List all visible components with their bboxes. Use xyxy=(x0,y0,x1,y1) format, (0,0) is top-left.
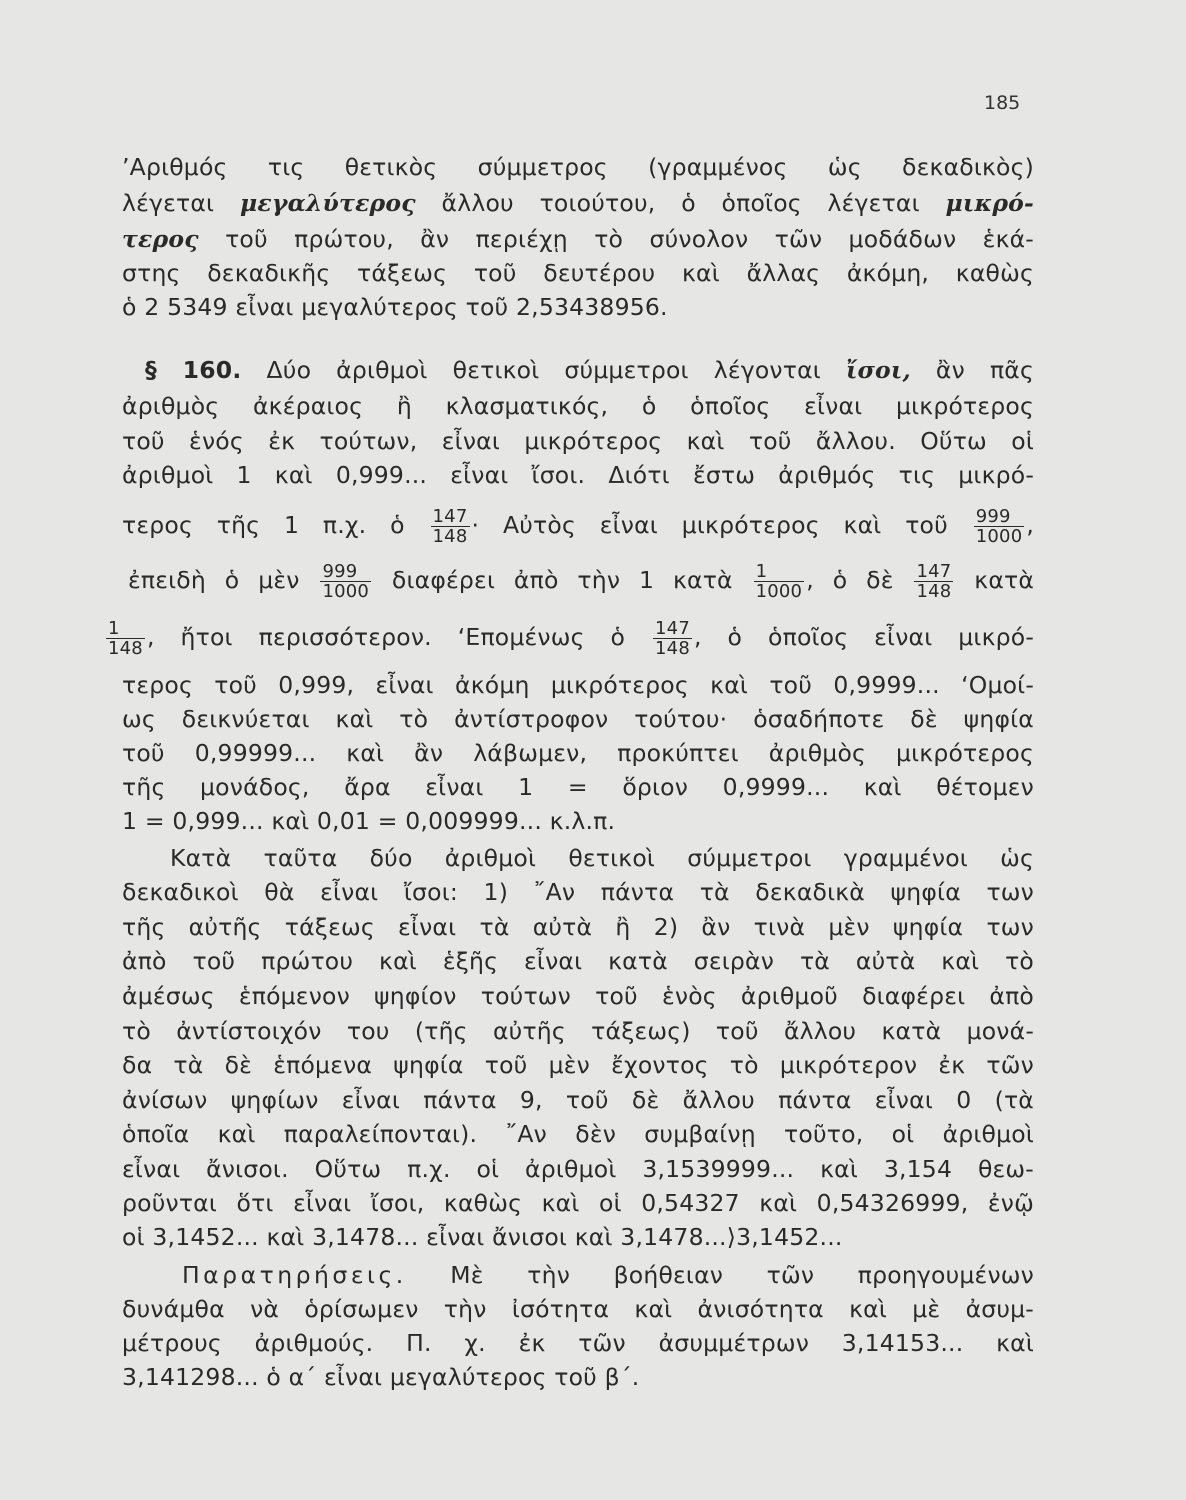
fraction: $\frac{999}{1000}$ xyxy=(322,561,370,602)
text-line: εἶναι ἄνισοι. Οὕτω π.χ. οἱ ἀριθμοὶ 3,1539999... καὶ 3,154 θεω- xyxy=(122,1155,1034,1183)
text-line: τοῦ 0,99999... καὶ ἂν λάβωμεν, προκύπτει ἀριθμὸς μικρότερος xyxy=(122,739,1034,767)
text-line: ως δεικνύεται καὶ τὸ ἀντίστροφον τούτου· ὁσαδήποτε δὲ ψηφία xyxy=(122,705,1034,733)
text-line: ἀνίσων ψηφίων εἶναι πάντα 9, τοῦ δὲ ἄλλου πάντα εἶναι 0 (τὰ xyxy=(122,1086,1034,1114)
fraction: $\frac{999}{1000}$ xyxy=(975,506,1023,547)
emphasis-term: μικρό- xyxy=(945,189,1034,217)
emphasis-term: μεγαλύτερος xyxy=(239,189,416,217)
emphasis-term: ἴσοι, xyxy=(845,356,911,384)
text-line: ἀπὸ τοῦ πρώτου καὶ ἑξῆς εἶναι κατὰ σειρὰν τὰ αὐτὰ καὶ τὸ xyxy=(122,947,1034,975)
page-number: 185 xyxy=(984,92,1021,114)
fraction: $\frac{147}{148}$ xyxy=(916,561,952,602)
fraction-line: ἐπειδὴ ὁ μὲν $\frac{999}{1000}$ διαφέρει ἀπὸ τὴν 1 κατὰ $\frac{1}{1000}$ , ὁ δὲ $\frac{147}{148}$ κατὰ xyxy=(128,561,1035,602)
text-line: ἀριθμοὶ 1 καὶ 0,999... εἶναι ἴσοι. Διότι ἔστω ἀριθμός τις μικρό- xyxy=(122,461,1034,489)
text-line: 1 = 0,999... καὶ 0,01 = 0,009999... κ.λ.π. xyxy=(122,807,616,835)
paragraph-first-line: Κατὰ ταῦτα δύο ἀριθμοὶ θετικοὶ σύμμετροι γραμμένοι ὡς xyxy=(170,844,1034,872)
text-line: δεκαδικοὶ θὰ εἶναι ἴσοι: 1) ῎Αν πάντα τὰ δεκαδικὰ ψηφία των xyxy=(122,878,1034,906)
text-line: δυνάμθα νὰ ὁρίσωμεν τὴν ἰσότητα καὶ ἀνισότητα καὶ μὲ ἀσυμ- xyxy=(122,1295,1034,1323)
text-line: ἀμέσως ἑπόμενον ψηφίον τούτων τοῦ ἑνὸς ἀριθμοῦ διαφέρει ἀπὸ xyxy=(122,982,1034,1010)
section-heading-line: § 160. Δύο ἀριθμοὶ θετικοὶ σύμμετροι λέγονται ἴσοι, ἂν πᾶς xyxy=(145,356,1034,384)
emphasis-term: τερος xyxy=(122,225,199,253)
text-line: τερος τοῦ 0,999, εἶναι ἀκόμη μικρότερος καὶ τοῦ 0,9999... ‘Ομοί- xyxy=(122,671,1034,699)
text-line: τερος τοῦ πρώτου, ἂν περιέχῃ τὸ σύνολον τῶν μοδάδων ἑκά- xyxy=(122,225,1034,253)
text-line: ἀριθμὸς ἀκέραιος ἢ κλασματικός, ὁ ὁποῖος εἶναι μικρότερος xyxy=(122,392,1034,420)
fraction: $\frac{147}{148}$ xyxy=(655,618,690,659)
text-line: τὸ ἀντίστοιχόν του (τῆς αὐτῆς τάξεως) τοῦ ἄλλου κατὰ μονά- xyxy=(122,1017,1034,1045)
section-number: § 160. xyxy=(145,356,242,384)
text-line: τῆς αὐτῆς τάξεως εἶναι τὰ αὐτὰ ἢ 2) ἂν τινὰ μὲν ψηφία των xyxy=(122,913,1034,941)
text-line: ὁ 2 5349 εἶναι μεγαλύτερος τοῦ 2,53438956. xyxy=(122,293,668,321)
fraction: $\frac{147}{148}$ xyxy=(432,506,468,547)
paragraph-first-line: Παρατηρήσεις. Μὲ τὴν βοήθειαν τῶν προηγουμένων xyxy=(182,1261,1034,1289)
spaced-heading: Παρατηρήσεις. xyxy=(182,1261,407,1289)
text-line: ὁποῖα καὶ παραλείπονται). ῎Αν δὲν συμβαίνῃ τοῦτο, οἱ ἀριθμοὶ xyxy=(122,1120,1034,1148)
text-line: τῆς μονάδος, ἄρα εἶναι 1 = ὅριον 0,9999... καὶ θέτομεν xyxy=(122,773,1034,801)
text-line: τοῦ ἑνός ἐκ τούτων, εἶναι μικρότερος καὶ τοῦ ἄλλου. Οὕτω οἱ xyxy=(122,427,1034,455)
fraction: $\frac{1}{1000}$ xyxy=(755,561,803,602)
text-line: ροῦνται ὅτι εἶναι ἴσοι, καθὼς καὶ οἱ 0,54327 καὶ 0,54326999, ἐνῷ xyxy=(122,1189,1034,1217)
text-line: στης δεκαδικῆς τάξεως τοῦ δευτέρου καὶ ἄλλας ἀκόμη, καθὼς xyxy=(122,259,1034,287)
text-line: μέτρους ἀριθμούς. Π. χ. ἐκ τῶν ἀσυμμέτρων 3,14153... καὶ xyxy=(122,1329,1034,1357)
text-line: λέγεται μεγαλύτερος ἄλλου τοιούτου, ὁ ὁποῖος λέγεται μικρό- xyxy=(122,189,1034,217)
text-line: οἱ 3,1452... καὶ 3,1478... εἶναι ἄνισοι καὶ 3,1478...⟩3,1452... xyxy=(122,1223,843,1251)
fraction-line: $\frac{1}{148}$ , ἤτοι περισσότερον. ‘Επομένως ὁ $\frac{147}{148}$ , ὁ ὁποῖος εἶναι μικρό- xyxy=(108,618,1034,659)
fraction: $\frac{1}{148}$ xyxy=(108,618,143,659)
text-line: δα τὰ δὲ ἑπόμενα ψηφία τοῦ μὲν ἔχοντος τὸ μικρότερον ἐκ τῶν xyxy=(122,1051,1034,1079)
fraction-line: τερος τῆς 1 π.χ. ὁ $\frac{147}{148}$ · Αὐτὸς εἶναι μικρότερος καὶ τοῦ $\frac{999}{1000}$ , xyxy=(122,506,1035,547)
text-line: 3,141298... ὁ α΄ εἶναι μεγαλύτερος τοῦ β΄. xyxy=(122,1363,640,1391)
text-line: ’Αριθμός τις θετικὸς σύμμετρος (γραμμένος ὡς δεκαδικὸς) xyxy=(122,153,1034,181)
